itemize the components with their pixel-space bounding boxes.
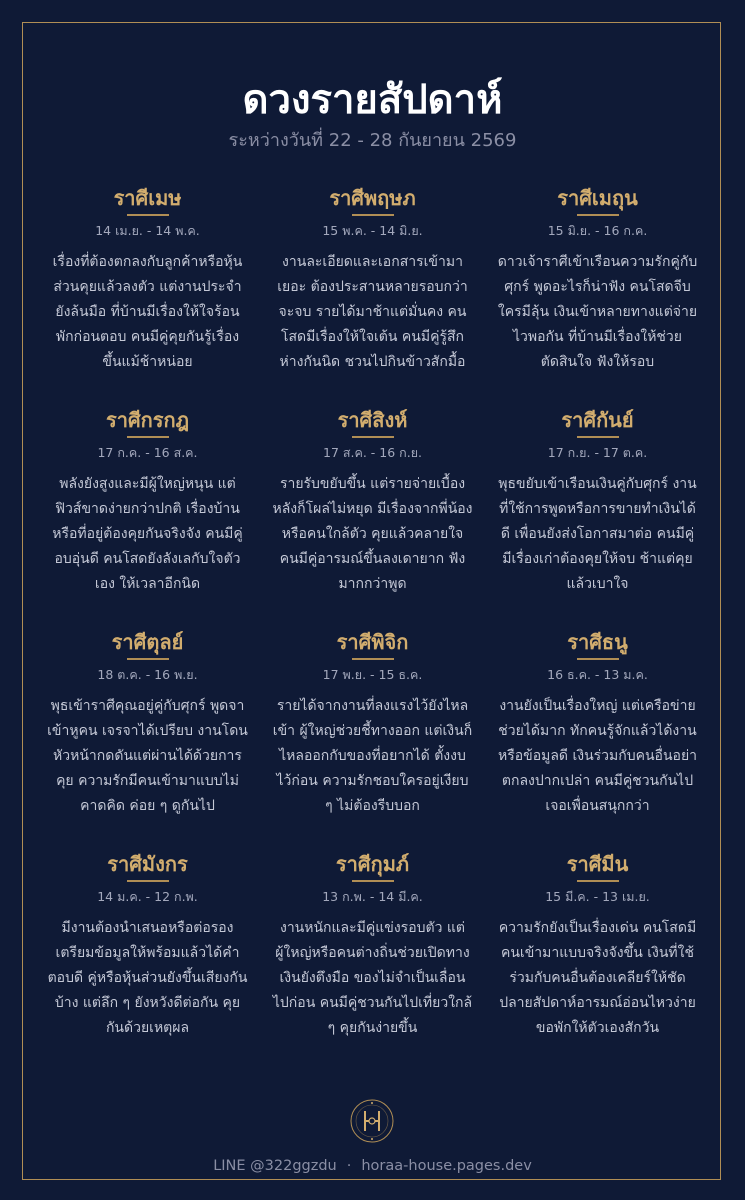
brand-logo-icon bbox=[349, 1098, 395, 1144]
sign-reading: งานหนักและมีคู่แข่งรอบตัว แต่ผู้ใหญ่หรือคนต่างถิ่นช่วยเปิดทาง เงินยังตึงมือ ของไม่จำเป็นเลื่อนไปก่อน คนมีคู่ชวนกันไปเที่ยวใกล้ ๆ คุยกันง่ายขึ้น bbox=[272, 920, 473, 1036]
gold-divider bbox=[127, 880, 169, 882]
sign-card bbox=[485, 848, 710, 1048]
gold-divider bbox=[352, 436, 394, 438]
website-link[interactable]: horaa-house.pages.dev bbox=[361, 1158, 532, 1174]
gold-divider bbox=[577, 436, 619, 438]
sign-dates: 18 ต.ค. - 16 พ.ย. bbox=[97, 667, 198, 682]
sign-reading: พลังยังสูงและมีผู้ใหญ่หนุน แต่ฟิวส์ขาดง่ายกว่าปกติ เรื่องบ้านหรือที่อยู่ต้องคุยกันจริงจัง คนมีคู่อบอุ่นดี คนโสดยังลังเลกับใจตัวเอง ให้เวลาอีกนิด bbox=[52, 476, 243, 592]
sign-dates: 15 พ.ค. - 14 มิ.ย. bbox=[322, 223, 423, 238]
line-id-text: LINE @322ggzdu bbox=[213, 1158, 337, 1174]
gold-divider bbox=[127, 214, 169, 216]
sign-name: ราศีพิจิก bbox=[336, 630, 409, 654]
gold-divider bbox=[577, 214, 619, 216]
sign-name: ราศีพฤษภ bbox=[329, 186, 416, 210]
gold-divider bbox=[577, 658, 619, 660]
gold-divider bbox=[352, 658, 394, 660]
sign-reading: งานยังเป็นเรื่องใหญ่ แต่เครือข่ายช่วยได้มาก ทักคนรู้จักแล้วได้งานหรือข้อมูลดี เงินร่วมกับคนอื่นอย่าตกลงปากเปล่า คนมีคู่ชวนกันไปเจอเพื่อนสนุกกว่า bbox=[497, 698, 698, 814]
sign-name: ราศีมีน bbox=[566, 852, 629, 876]
gold-divider bbox=[352, 880, 394, 882]
gold-divider bbox=[352, 214, 394, 216]
sign-dates: 15 มี.ค. - 13 เม.ย. bbox=[545, 889, 650, 904]
gold-divider bbox=[127, 436, 169, 438]
sign-name: ราศีกรกฎ bbox=[105, 408, 190, 432]
sign-dates: 17 ก.ย. - 17 ต.ค. bbox=[547, 445, 648, 460]
sign-card bbox=[260, 404, 485, 626]
footer-separator: · bbox=[346, 1158, 352, 1174]
sign-dates: 17 ก.ค. - 16 ส.ค. bbox=[97, 445, 198, 460]
sign-reading: รายได้จากงานที่ลงแรงไว้ยังไหลเข้า ผู้ใหญ่ช่วยชี้ทางออก แต่เงินก็ไหลออกกับของที่อยากได้ ตั้งงบไว้ก่อน ความรักชอบใครอยู่เงียบ ๆ ไม่ต้องรีบบอก bbox=[272, 698, 473, 814]
date-range-subtitle: ระหว่างวันที่ 22 - 28 กันยายน 2569 bbox=[228, 130, 517, 151]
sign-card bbox=[260, 848, 485, 1048]
sign-card bbox=[260, 182, 485, 404]
sign-name: ราศีกุมภ์ bbox=[335, 852, 410, 876]
sign-card bbox=[35, 848, 260, 1048]
gold-divider bbox=[127, 658, 169, 660]
sign-reading: พุธเข้าราศีคุณอยู่คู่กับศุกร์ พูดจาเข้าหูคน เจรจาได้เปรียบ งานโดนหัวหน้ากดดันแต่ผ่านได้ด้วยการคุย ความรักมีคนเข้ามาแบบไม่คาดคิด ค่อย ๆ ดูกันไป bbox=[47, 698, 248, 814]
sign-dates: 16 ธ.ค. - 13 ม.ค. bbox=[547, 667, 648, 682]
sign-card bbox=[485, 626, 710, 848]
sign-name: ราศีเมษ bbox=[113, 186, 182, 210]
sign-name: ราศีสิงห์ bbox=[337, 408, 408, 432]
sign-reading: พุธขยับเข้าเรือนเงินคู่กับศุกร์ งานที่ใช้การพูดหรือการขายทำเงินได้ดี เพื่อนยังส่งโอกาสมาต่อ คนมีคู่มีเรื่องเก่าต้องคุยให้จบ ช้าแต่คุยแล้วเบาใจ bbox=[498, 476, 697, 592]
sign-card bbox=[35, 626, 260, 848]
sign-name: ราศีเมถุน bbox=[557, 186, 638, 210]
page-title: ดวงรายสัปดาห์ bbox=[242, 77, 503, 123]
sign-card bbox=[260, 626, 485, 848]
sign-name: ราศีตุลย์ bbox=[111, 630, 184, 654]
sign-card bbox=[35, 182, 260, 404]
sign-reading: ความรักยังเป็นเรื่องเด่น คนโสดมีคนเข้ามาแบบจริงจังขึ้น เงินที่ใช้ร่วมกับคนอื่นต้องเคลียร์ให้ชัด ปลายสัปดาห์อารมณ์อ่อนไหวง่าย ขอพักให้ตัวเองสักวัน bbox=[498, 920, 697, 1036]
sign-dates: 17 ส.ค. - 16 ก.ย. bbox=[323, 445, 422, 460]
footer-contact bbox=[0, 1155, 745, 1177]
sign-dates: 14 ม.ค. - 12 ก.พ. bbox=[97, 889, 198, 904]
horoscope-grid bbox=[35, 182, 710, 1048]
sign-dates: 15 มิ.ย. - 16 ก.ค. bbox=[547, 223, 648, 238]
sign-reading: มีงานต้องนำเสนอหรือต่อรอง เตรียมข้อมูลให้พร้อมแล้วได้คำตอบดี คู่หรือหุ้นส่วนยังขึ้นเสียงกันบ้าง แต่ลึก ๆ ยังหวังดีต่อกัน คุยกันด้วยเหตุผล bbox=[47, 920, 248, 1036]
sign-name: ราศีมังกร bbox=[107, 852, 188, 876]
sign-name: ราศีธนู bbox=[567, 630, 628, 654]
sign-card bbox=[35, 404, 260, 626]
sign-reading: ดาวเจ้าราศีเข้าเรือนความรักคู่กับศุกร์ พูดอะไรก็น่าฟัง คนโสดจีบใครมีลุ้น เงินเข้าหลายทางแต่จ่ายไวพอกัน ที่บ้านมีเรื่องให้ช่วยตัดสินใจ ฟังให้รอบ bbox=[497, 254, 698, 370]
sign-dates: 13 ก.พ. - 14 มี.ค. bbox=[322, 889, 423, 904]
gold-divider bbox=[577, 880, 619, 882]
sign-card bbox=[485, 404, 710, 626]
sign-dates: 14 เม.ย. - 14 พ.ค. bbox=[95, 223, 200, 238]
sign-card bbox=[485, 182, 710, 404]
sign-reading: รายรับขยับขึ้น แต่รายจ่ายเบื้องหลังก็โผล่ไม่หยุด มีเรื่องจากพี่น้องหรือคนใกล้ตัว คุยแล้วคลายใจ คนมีคู่อารมณ์ขึ้นลงเดายาก ฟังมากกว่าพูด bbox=[272, 476, 473, 592]
sign-reading: เรื่องที่ต้องตกลงกับลูกค้าหรือหุ้นส่วนคุยแล้วลงตัว แต่งานประจำยังล้นมือ ที่บ้านมีเรื่องให้ใจร้อน พักก่อนตอบ คนมีคู่คุยกันรู้เรื่องขึ้นแม้ช้าหน่อย bbox=[52, 254, 243, 370]
sign-name: ราศีกันย์ bbox=[561, 408, 634, 432]
sign-reading: งานละเอียดและเอกสารเข้ามาเยอะ ต้องประสานหลายรอบกว่าจะจบ รายได้มาช้าแต่มั่นคง คนโสดมีเรื่องให้ใจเต้น คนมีคู่รู้สึกห่างกันนิด ชวนไปกินข้าวสักมื้อ bbox=[277, 254, 468, 370]
sign-dates: 17 พ.ย. - 15 ธ.ค. bbox=[322, 667, 423, 682]
